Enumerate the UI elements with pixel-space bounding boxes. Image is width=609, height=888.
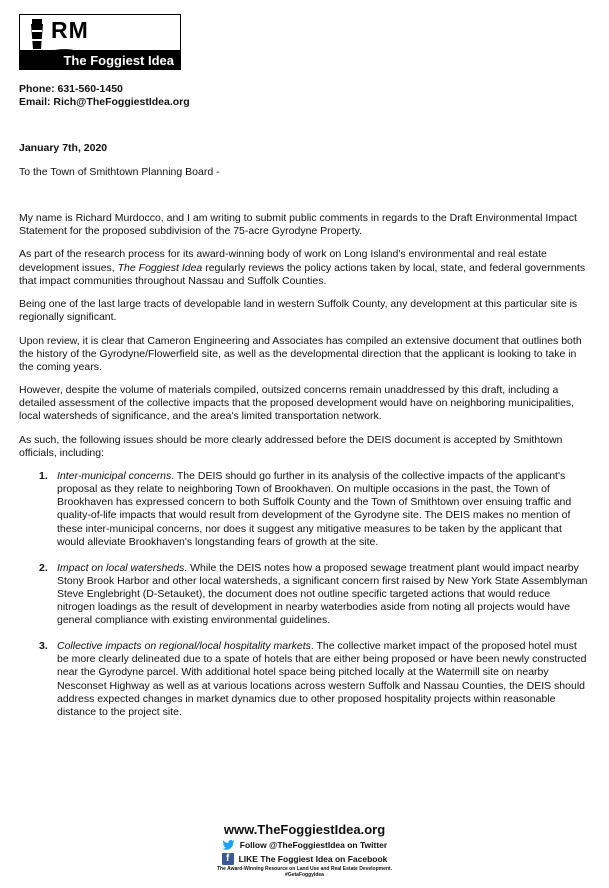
logo <box>19 14 181 70</box>
paragraph-review: Upon review, it is clear that Cameron Engineering and Associates has compiled an extensive document that outlines both the history of the Gyrodyne/Flowerfield site, as well as the developmental direction that the applicant is looking to take in the coming years. <box>19 334 582 373</box>
tagline: The Award-Winning Resource on Land Use and Real Estate Development. <box>217 866 392 872</box>
paragraph-concerns: However, despite the volume of materials compiled, outsized concerns remain unaddressed by this draft, including a detailed assessment of the collective impacts that the proposed development would have on neighboring municipalities, local watersheds of significance, and the area's limited transportation network. <box>19 384 575 423</box>
issues-list <box>19 470 591 719</box>
paragraph-issues-intro: As such, the following issues should be more clearly addressed before the DEIS document is accepted by Smithtown officials, including: <box>19 433 563 459</box>
list-item <box>19 640 591 719</box>
logo-bar <box>20 50 180 69</box>
paragraph-research-a: As part of the research process for its award-winning body of work on Long Island's environmental and real estate development issues, <box>19 248 547 274</box>
paragraph-research <box>19 248 591 287</box>
salutation: To the Town of Smithtown Planning Board - <box>19 166 220 178</box>
issue-heading: Collective impacts on regional/local hospitality markets <box>57 640 311 653</box>
contact-block <box>19 83 190 109</box>
email-text: Email: Rich@TheFoggiestIdea.org <box>19 96 190 108</box>
list-item <box>19 470 591 549</box>
facebook-row[interactable] <box>0 853 609 865</box>
letter-body <box>19 212 591 732</box>
issue-number: 1. <box>39 470 48 483</box>
issue-text: . While the DEIS notes how a proposed sewage treatment plant would impact nearby Stony Brook Harbor and other local watersheds, a significant concern first raised by New York State Assemblyman Steve Englebright (D-Setauket), the document does not outline specific targeted actions that would reduce nitrogen loadings as the result of development in nearby waterbodies aside from noting all projects would have general compliance with existing environmental guidelines. <box>57 561 588 627</box>
twitter-text: Follow @TheFoggiestIdea on Twitter <box>239 840 388 850</box>
issue-number: 3. <box>39 640 48 653</box>
paragraph-significance: Being one of the last large tracts of developable land in western Suffolk County, any development at this particular site is regionally significant. <box>19 298 578 324</box>
twitter-row[interactable] <box>0 840 609 850</box>
footer <box>0 822 609 878</box>
logo-title: The Foggiest Idea <box>63 53 174 68</box>
twitter-icon <box>222 840 235 850</box>
hashtag: #GetaFoggyIdea <box>285 872 324 878</box>
issue-text: . The collective market impact of the proposed hotel must be more clearly delineated due to a spate of hotels that are either being proposed or have been newly constructed near the Gyrodyne parcel. With additional hotel space being pitched locally at the Watermill site on nearby Nesconset Highway as well as at various locations across western Suffolk and Nassau Counties, the DEIS should address expected changes in market dynamics due to other proposed hospitality projects within reasonable distance to the project site. <box>57 640 587 718</box>
letter-date: January 7th, 2020 <box>19 142 108 154</box>
facebook-icon: f <box>222 853 234 865</box>
paragraph-intro: My name is Richard Murdocco, and I am writing to submit public comments in regards to the Draft Environmental Impact Statement for the proposed subdivision of the 75-acre Gyrodyne Property. <box>19 212 577 238</box>
issue-number: 2. <box>39 561 48 574</box>
facebook-text: LIKE The Foggiest Idea on Facebook <box>238 854 388 864</box>
website-link[interactable]: www.TheFoggiestIdea.org <box>223 822 386 837</box>
phone-text: Phone: 631-560-1450 <box>19 83 123 95</box>
issue-heading: Impact on local watersheds <box>57 561 185 574</box>
publication-name: The Foggiest Idea <box>117 261 203 274</box>
logo-monogram: RM <box>51 17 89 43</box>
issue-text: . The DEIS should go further in its analysis of the collective impacts of the applicant's proposal as they relate to neighboring Town of Brookhaven. On multiple occasions in the past, the Town of Brookhaven has expressed concern to both Suffolk County and the Town of Smithtown over ensuing traffic and quality-of-life impacts that would result from development of the Gyrodyne site. The DEIS makes no mention of these inter-municipal concerns, nor does it suggest any mitigative measures to be taken by the applicant that would alleviate Brookhaven's longstanding fears of growth at the site. <box>57 470 572 548</box>
list-item <box>19 562 591 627</box>
issue-heading: Inter-municipal concerns <box>57 470 172 483</box>
paragraph-research-b: regularly reviews the policy actions taken by local, state, and federal governments that impact communities throughout Nassau and Suffolk Counties. <box>19 261 586 287</box>
